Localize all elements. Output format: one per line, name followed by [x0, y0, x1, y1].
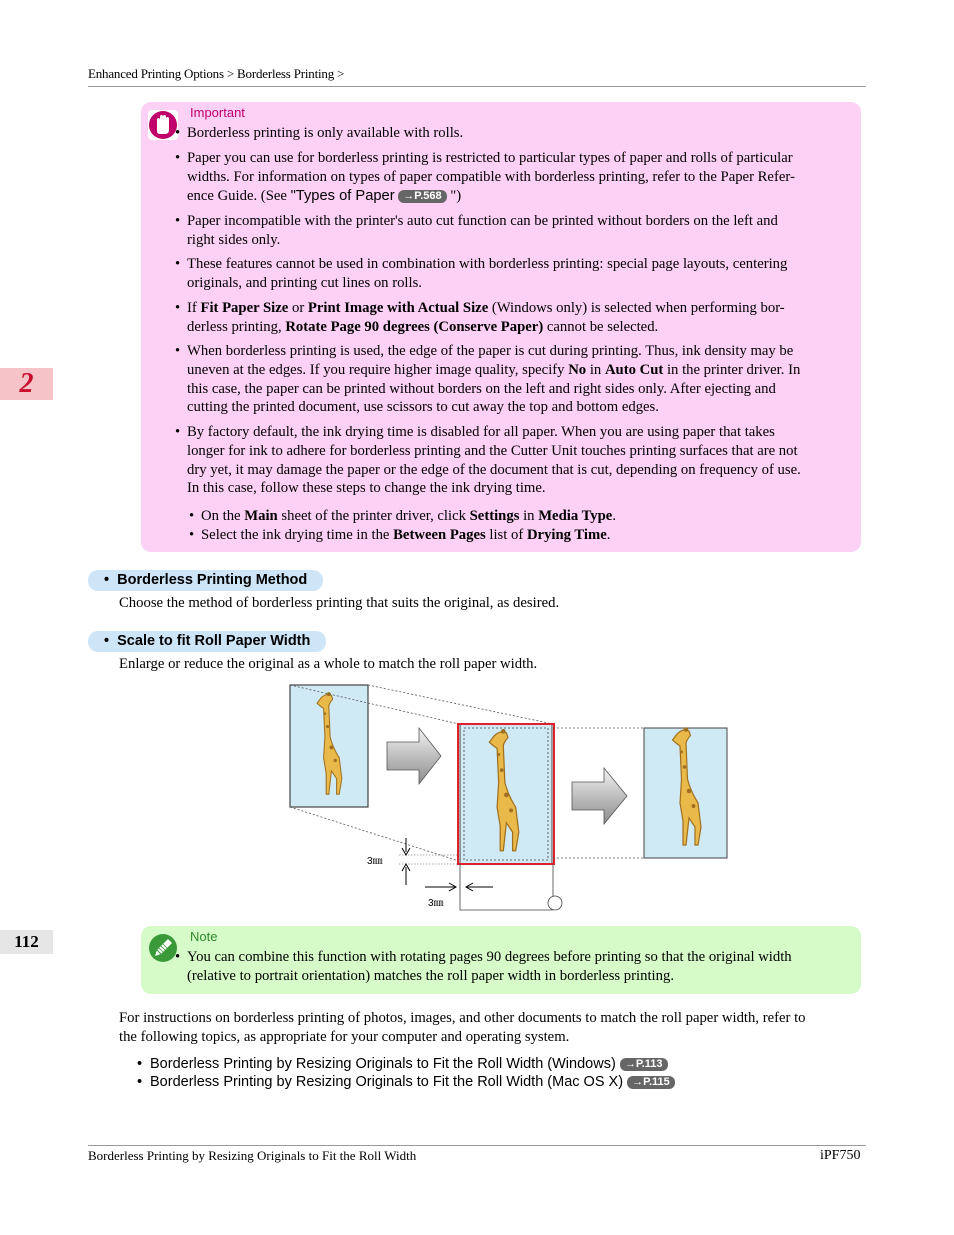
section-heading: • Scale to fit Roll Paper Width	[88, 631, 326, 652]
section-body: Choose the method of borderless printing that suits the original, as desired.	[119, 595, 560, 611]
step-item: • Select the ink drying time in the Between Pages list of Drying Time.	[189, 527, 611, 543]
important-bullet-6: • When borderless printing is used, the edge of the paper is cut during printing. Thus, ink density may be uneven at the edges. If you require higher image quality, specify No in Auto Cut in the printer driver. In this case, the paper can be printed without borders on the left and right sides only. After ejecting and cutting the printed document, use scissors to cut away the top and bottom edges.	[175, 343, 801, 416]
topic-links	[137, 1055, 857, 1091]
page-number: 112	[0, 930, 53, 954]
note-title: Note	[190, 929, 218, 944]
link-label[interactable]: Borderless Printing by Resizing Originals to Fit the Roll Width (Windows)	[150, 1056, 616, 1072]
footer-title: Borderless Printing by Resizing Originals to Fit the Roll Width	[88, 1148, 417, 1163]
section-heading: • Borderless Printing Method	[88, 570, 323, 591]
right-arrow-icon	[387, 728, 441, 784]
link-item[interactable]: • Borderless Printing by Resizing Originals to Fit the Roll Width (Mac OS X) →P.115	[137, 1073, 857, 1091]
vertical-margin-label: 3㎜	[367, 856, 383, 867]
header-divider	[88, 86, 866, 87]
section-body: Enlarge or reduce the original as a whole to match the roll paper width.	[119, 656, 538, 672]
right-arrow-icon	[572, 768, 627, 824]
important-bullet-4: • These features cannot be used in combination with borderless printing: special page layouts, centering originals, and printing cut lines on rolls.	[175, 256, 788, 291]
important-bullet-5: • If Fit Paper Size or Print Image with Actual Size (Windows only) is selected when performing bor- derless printing, Rotate Page 90 degrees (Conserve Paper) cannot be selected.	[175, 300, 785, 335]
footer-model: iPF750	[820, 1148, 861, 1163]
page-ref-badge[interactable]: →P.113	[620, 1058, 668, 1071]
types-of-paper-link[interactable]: "Types of Paper	[290, 187, 395, 204]
chapter-tab[interactable]: 2	[0, 368, 53, 400]
note-bullet: • You can combine this function with rotating pages 90 degrees before printing so that the original width (relative to portrait orientation) matches the roll paper width in borderless printing.	[175, 949, 792, 984]
page-ref-badge[interactable]: →P.568	[398, 190, 446, 203]
link-item[interactable]: • Borderless Printing by Resizing Originals to Fit the Roll Width (Windows) →P.113	[137, 1055, 857, 1073]
important-bullet-2: • Paper you can use for borderless printing is restricted to particular types of paper and rolls of particular widths. For information on types of paper compatible with borderless printing, refer to the Paper Refer- ence Guide. (See "Types of Paper →P.568 ")	[175, 150, 795, 204]
important-title: Important	[190, 105, 245, 120]
step-item: • On the Main sheet of the printer driver, click Settings in Media Type.	[189, 508, 616, 524]
important-callout	[141, 102, 861, 552]
important-bullet-3: • Paper incompatible with the printer's auto cut function can be printed without borders on the left and right sides only.	[175, 213, 778, 248]
horizontal-margin-label: 3㎜	[428, 898, 444, 909]
footer-divider	[88, 1145, 866, 1146]
important-bullet-1: • Borderless printing is only available with rolls.	[175, 125, 464, 141]
important-bullet-7: • By factory default, the ink drying time is disabled for all paper. When you are using paper that takes longer for ink to adhere for borderless printing and the Cutter Unit touches printing surfaces that are not dry yet, it may damage the paper or the edge of the document that is cut, depending on frequency of use. In this case, follow these steps to change the ink drying time.	[175, 424, 801, 497]
page-ref-badge[interactable]: →P.115	[627, 1076, 675, 1089]
note-callout	[141, 926, 861, 994]
instructions-paragraph: For instructions on borderless printing of photos, images, and other documents to match the roll paper width, refer to the following topics, as appropriate for your computer and operating system.	[119, 1010, 806, 1045]
scale-to-fit-diagram	[283, 680, 733, 915]
breadcrumb[interactable]: Enhanced Printing Options > Borderless Printing >	[88, 66, 345, 81]
link-label[interactable]: Borderless Printing by Resizing Originals to Fit the Roll Width (Mac OS X)	[150, 1074, 624, 1090]
